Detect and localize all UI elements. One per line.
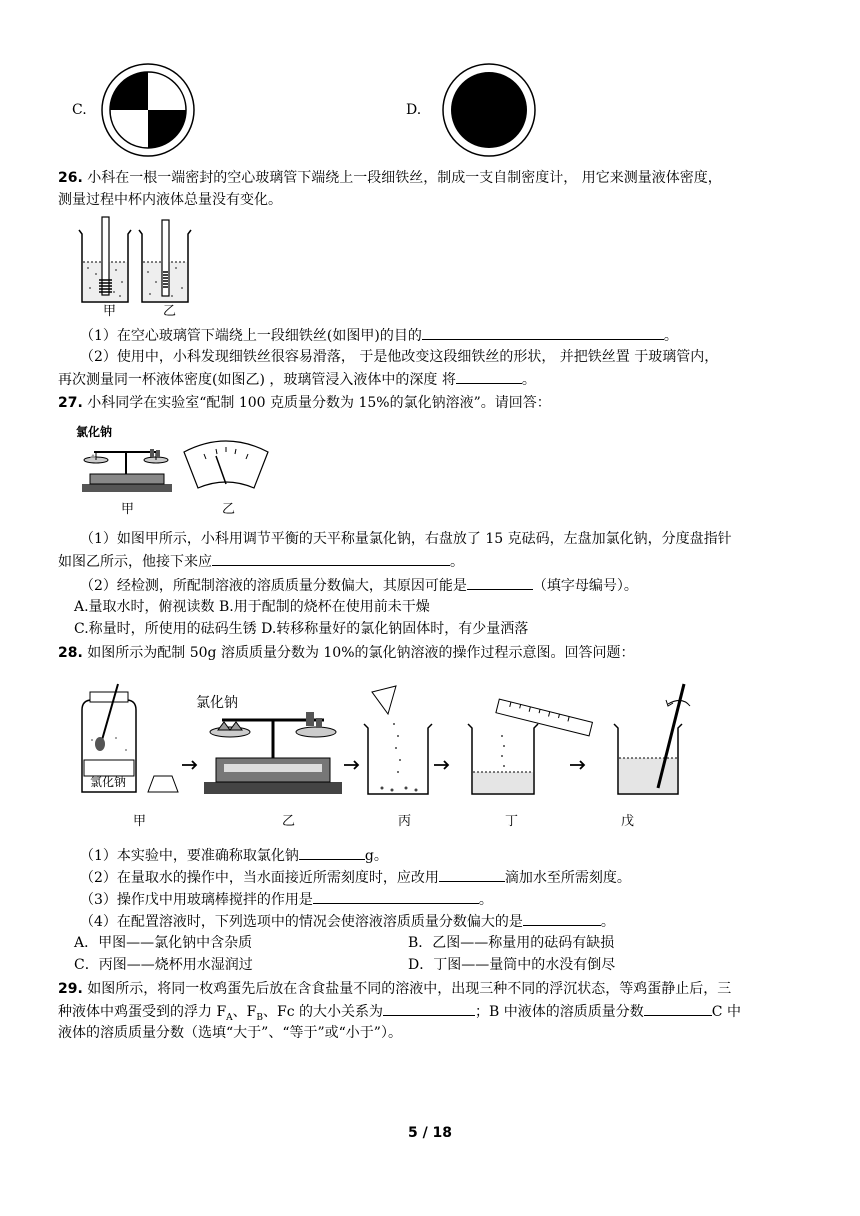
q26-part1: （1）在空心玻璃管下端绕上一段细铁丝(如图甲)的目的 。 xyxy=(80,325,678,346)
q29-comparison-blank[interactable] xyxy=(644,1001,712,1016)
q28-option-c: C．丙图——烧杯用水湿润过 xyxy=(74,957,253,973)
page-number: 5 / 18 xyxy=(407,1125,453,1141)
q26-number: 26. xyxy=(58,170,83,186)
q28-figure-ding-label: 丁 xyxy=(505,814,519,829)
q28-figure-bing-label: 丙 xyxy=(398,814,412,829)
q27-figure-yi-label: 乙 xyxy=(222,502,236,517)
q27-sodium-chloride-label: 氯化钠 xyxy=(76,425,113,439)
q28-figure-yi-label: 乙 xyxy=(282,814,296,829)
q28-stem: 28. 如图所示为配制 50g 溶质质量分数为 10%的氯化钠溶液的操作过程示意图。回答问题： xyxy=(58,645,635,661)
q28-part4: （4）在配置溶液时，下列选项中的情况会使溶液溶质质量分数偏大的是 。 xyxy=(80,911,615,932)
q27-part2-answer-blank[interactable] xyxy=(467,575,533,590)
q28-part2-answer-blank[interactable] xyxy=(439,867,505,882)
q27-options-ab: A.量取水时，俯视读数 B.用于配制的烧杯在使用前未干燥 xyxy=(74,599,430,615)
option-d-disc-figure xyxy=(441,62,537,158)
q26-density-meter-figure xyxy=(76,212,196,312)
q28-part4-answer-blank[interactable] xyxy=(523,911,601,926)
q27-options-cd: C.称量时，所使用的砝码生锈 D.转移称量好的氯化钠固体时，有少量洒落 xyxy=(74,621,529,637)
q27-balance-and-dial-figure xyxy=(76,438,271,498)
option-c-disc-figure xyxy=(100,62,196,158)
q28-scale-label: 氯化钠 xyxy=(196,695,238,711)
q28-figure-wu-label: 戊 xyxy=(621,814,635,829)
q27-part1-line2: 如图乙所示，他接下来应 。 xyxy=(58,551,464,572)
q27-part2: （2）经检测，所配制溶液的溶质质量分数偏大，其原因可能是 （填字母编号）。 xyxy=(80,575,638,596)
q26-part2-line1: （2）使用中，小科发现细铁丝很容易滑落， 于是他改变这段细铁丝的形状， 并把铁丝置 于玻璃管内， xyxy=(80,349,719,365)
q28-part1-answer-blank[interactable] xyxy=(299,845,365,860)
q26-part1-answer-blank[interactable] xyxy=(422,325,664,340)
q28-part2: （2）在量取水的操作中，当水面接近所需刻度时，应改用 滴加水至所需刻度。 xyxy=(80,867,631,888)
q28-option-a: A．甲图——氯化钠中含杂质 xyxy=(74,935,253,951)
q27-stem: 27. 小科同学在实验室“配制 100 克质量分数为 15%的氯化钠溶液”。请回答： xyxy=(58,395,551,411)
q28-solution-preparation-figure xyxy=(72,680,712,802)
q29-stem-line1: 29. 如图所示，将同一枚鸡蛋先后放在含食盐量不同的溶液中，出现三种不同的浮沉状态，等鸡蛋静止后，三 xyxy=(58,981,732,997)
q29-stem-line2: 种液体中鸡蛋受到的浮力 $F_A$、$F_B$、Fc 的大小关系为 ；B 中液体的溶质质量分数 C 中 xyxy=(58,1001,741,1028)
q28-part3: （3）操作戊中用玻璃棒搅拌的作用是 。 xyxy=(80,889,493,910)
q28-option-d: D．丁图——量筒中的水没有倒尽 xyxy=(408,957,616,973)
q28-part1: （1）本实验中，要准确称取氯化钠 g。 xyxy=(80,845,388,866)
q27-part1-answer-blank[interactable] xyxy=(212,551,450,566)
q27-part1-line1: （1）如图甲所示，小科用调节平衡的天平称量氯化钠，右盘放了 15 克砝码，左盘加氯化钠，分度盘指针 xyxy=(80,531,732,547)
q26-stem-line1: 26. 小科在一根一端密封的空心玻璃管下端绕上一段细铁丝，制成一支自制密度计， 用它来测量液体密度， xyxy=(58,170,722,186)
q29-force-relation-blank[interactable] xyxy=(383,1001,475,1016)
q29-stem-line3: 液体的溶质质量分数（选填“大于”、“等于”或“小于”）。 xyxy=(58,1025,402,1041)
q28-part3-answer-blank[interactable] xyxy=(313,889,479,904)
q26-figure-jia-label: 甲 xyxy=(103,304,117,319)
q26-figure-yi-label: 乙 xyxy=(163,304,177,319)
q28-figure-jia-label: 甲 xyxy=(133,814,147,829)
q28-bottle-label: 氯化钠 xyxy=(90,775,127,789)
option-c-label: C. xyxy=(72,102,87,118)
q26-part2-line2: 再次测量同一杯液体密度(如图乙) ，玻璃管浸入液体中的深度 将 。 xyxy=(58,369,536,390)
q27-number: 27. xyxy=(58,395,83,411)
q28-option-b: B．乙图——称量用的砝码有缺损 xyxy=(408,935,615,951)
q26-stem-line2: 测量过程中杯内液体总量没有变化。 xyxy=(58,192,282,208)
q27-figure-jia-label: 甲 xyxy=(121,502,135,517)
option-d-label: D. xyxy=(406,102,422,118)
q29-number: 29. xyxy=(58,981,83,997)
q28-number: 28. xyxy=(58,645,83,661)
q26-part2-answer-blank[interactable] xyxy=(456,369,522,384)
